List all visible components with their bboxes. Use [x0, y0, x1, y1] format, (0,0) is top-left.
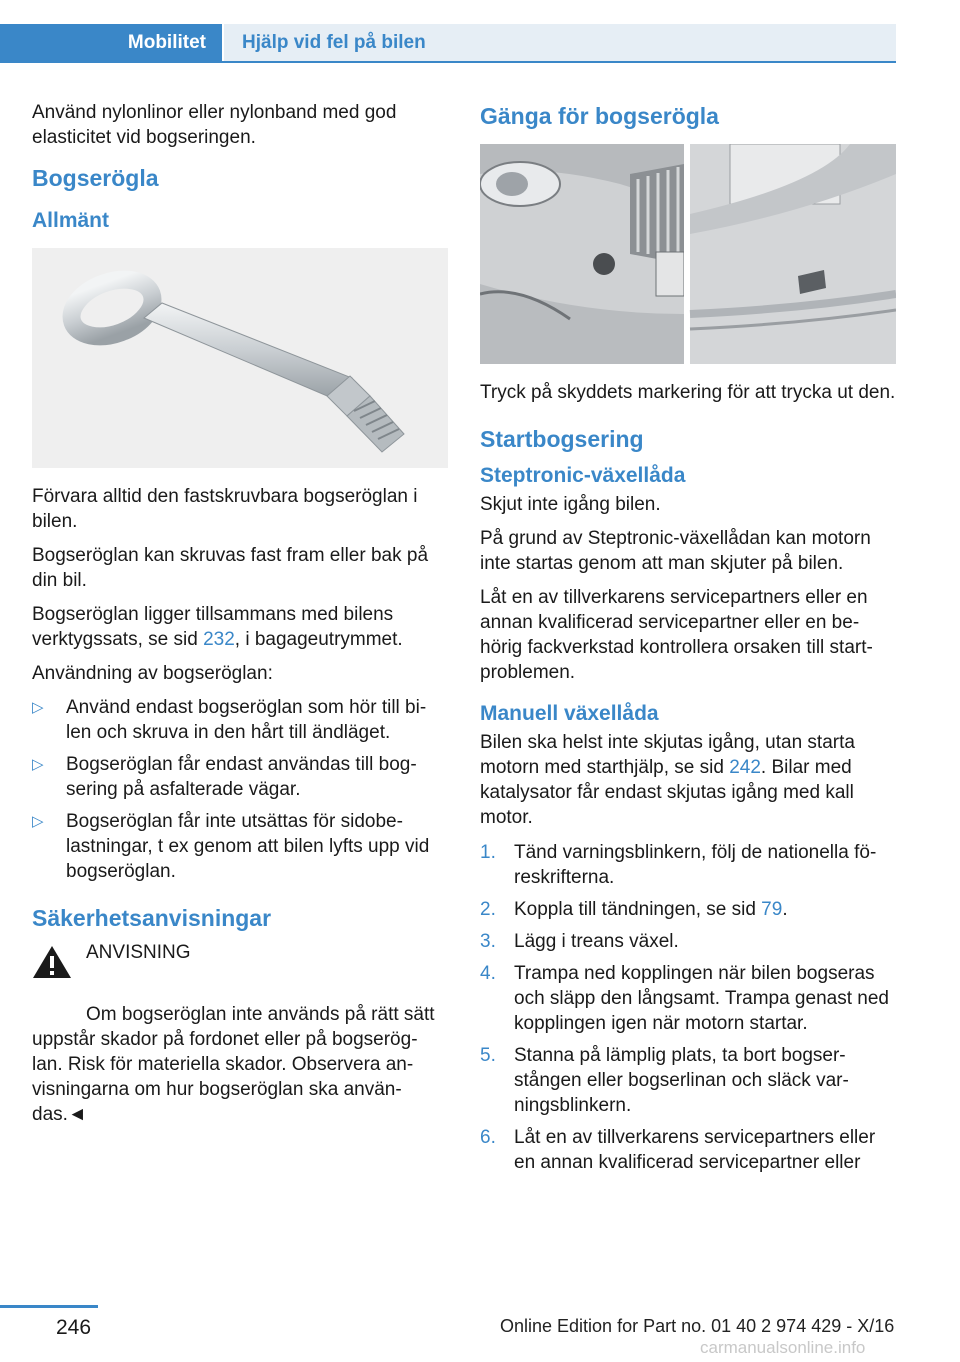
- heading-steptronic: Steptronic-växellåda: [480, 464, 686, 487]
- list-item: 2. Koppla till tändningen, se sid 79.: [480, 899, 788, 920]
- triangle-bullet-icon: ▷: [32, 813, 44, 830]
- tab-hjalp-vid-fel[interactable]: Hjälp vid fel på bilen: [224, 24, 896, 62]
- page-link-232[interactable]: 232: [203, 629, 235, 650]
- warning-title: ANVISNING: [86, 942, 191, 963]
- header-divider: [0, 61, 896, 63]
- tab-mobilitet[interactable]: Mobilitet: [0, 24, 222, 62]
- paragraph-steptronic: På grund av Steptronic-växellådan kan motorn inte startas genom att man skjuter på bilen.: [480, 528, 871, 574]
- left-column: [32, 100, 448, 967]
- paragraph-forvara: Förvara alltid den fastskruvbara bogseröglan i bilen.: [32, 486, 418, 532]
- edition-text: Online Edition for Part no. 01 40 2 974 429 - X/16: [500, 1316, 895, 1336]
- right-column: [480, 100, 896, 1182]
- paragraph-servicepartner: Låt en av tillverkarens servicepartners eller en annan kvalificerad servicepartner eller en be-hörig fackverkstad kontrollera orsaken till start-problemen.: [480, 587, 873, 683]
- heading-sakerhetsanvisningar: Säkerhetsanvisningar: [32, 905, 272, 931]
- intro-paragraph: Använd nylonlinor eller nylonband med god elasticitet vid bogseringen.: [32, 102, 397, 148]
- towing-eye-figure: [32, 248, 448, 468]
- list-item: 3. Lägg i treans växel.: [480, 931, 679, 952]
- list-item: 6. Låt en av tillverkarens servicepartners eller en annan kvalificerad servicepartner eller: [480, 1127, 876, 1173]
- list-item: 1. Tänd varningsblinkern, följ de nationella fö-reskrifterna.: [480, 842, 877, 888]
- paragraph-skjut: Skjut inte igång bilen.: [480, 494, 661, 515]
- bumper-photo: [480, 144, 896, 364]
- paragraph-tryck: Tryck på skyddets markering för att trycka ut den.: [480, 382, 896, 403]
- heading-bogserogla: Bogserögla: [32, 165, 159, 191]
- list-item: ▷ Bogseröglan får endast användas till bog-sering på asfalterade vägar.: [32, 754, 417, 800]
- towing-eye-illustration: [32, 248, 448, 468]
- triangle-bullet-icon: ▷: [32, 699, 44, 716]
- list-item: 4. Trampa ned kopplingen när bilen bogseras och släpp den långsamt. Trampa genast ned kopplingen igen när motorn startar.: [480, 963, 889, 1034]
- warning-body: Om bogseröglan inte används på rätt sätt uppstår skador på fordonet eller på bogserög-lan. Risk för materiella skador. Observera an-visningarna om hur bogseröglan ska använ-das.◄: [32, 1004, 435, 1125]
- footer-divider: [0, 1305, 98, 1308]
- list-item: ▷ Bogseröglan får inte utsättas för sidobe-lastningar, t ex genom att bilen lyfts upp vid bogseröglan.: [32, 811, 430, 882]
- heading-startbogsering: Startbogsering: [480, 426, 644, 452]
- warning-triangle-icon: [32, 944, 72, 980]
- page-link-242[interactable]: 242: [729, 757, 761, 778]
- list-item: 5. Stanna på lämplig plats, ta bort bogser-stången eller bogserlinan och släck var-ningsblinkern.: [480, 1045, 849, 1116]
- warning-notice: [32, 940, 448, 965]
- list-item: ▷ Använd endast bogseröglan som hör till bi-len och skruva in den hårt till ändläget.: [32, 697, 427, 743]
- usage-bullet-list: [32, 695, 448, 884]
- page-number: 246: [56, 1316, 92, 1339]
- thread-cover-figure: [480, 144, 896, 364]
- heading-allmant: Allmänt: [32, 209, 110, 232]
- paragraph-skruvas: Bogseröglan kan skruvas fast fram eller bak på din bil.: [32, 545, 429, 591]
- page-link-79[interactable]: 79: [761, 899, 783, 920]
- paragraph-verktygssats: Bogseröglan ligger tillsammans med bilens verktygssats, se sid 232, i bagageutrymmet.: [32, 604, 403, 650]
- paragraph-manuell: Bilen ska helst inte skjutas igång, utan starta motorn med starthjälp, se sid 242. Bilar med katalysator får endast skjutas igång med kall motor.: [480, 732, 855, 828]
- paragraph-anvandning: Användning av bogseröglan:: [32, 663, 273, 684]
- heading-manuell: Manuell växellåda: [480, 702, 659, 725]
- triangle-bullet-icon: ▷: [32, 756, 44, 773]
- heading-ganga: Gänga för bogserögla: [480, 103, 719, 129]
- watermark-text: carmanualsonline.info: [700, 1338, 866, 1357]
- steps-list: [480, 840, 896, 1175]
